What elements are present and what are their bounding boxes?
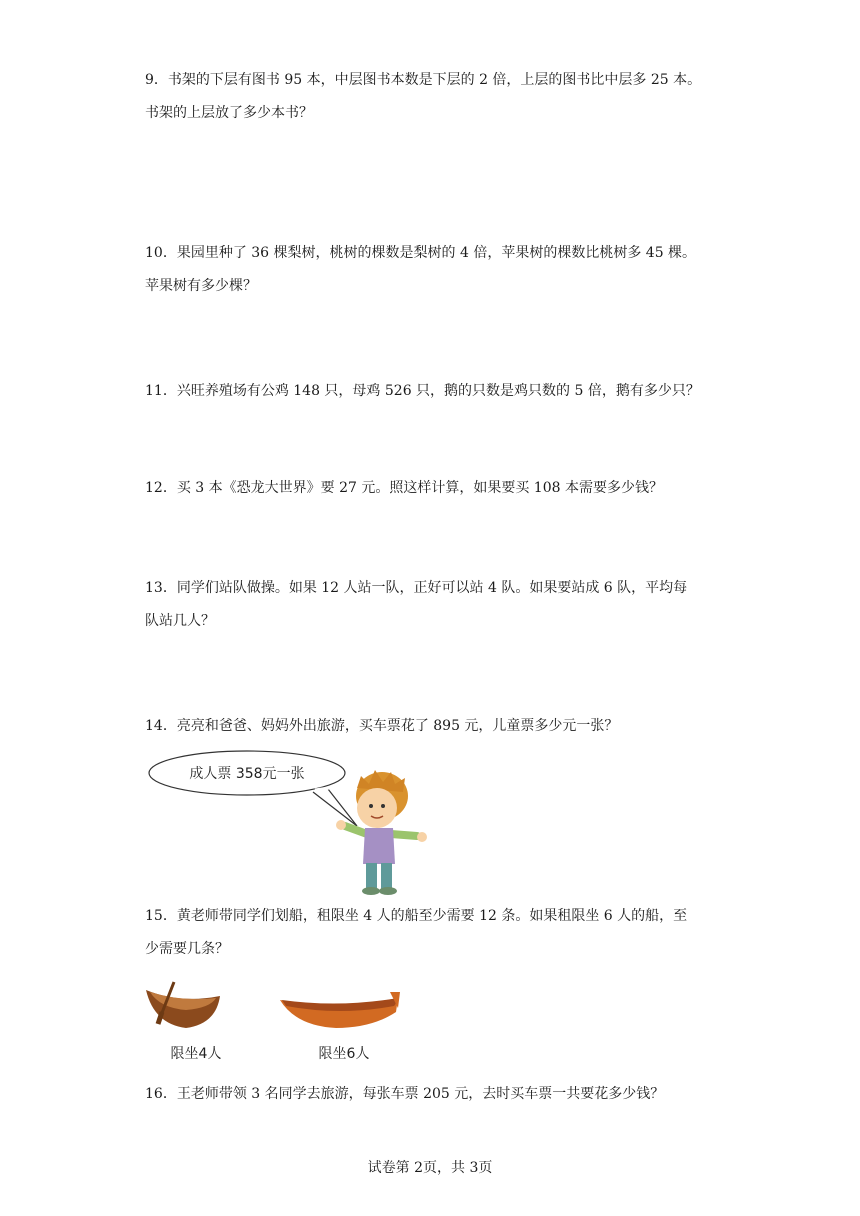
boats-illustration xyxy=(140,978,410,1064)
question-10 xyxy=(145,243,725,296)
boat-label: 限坐6人 xyxy=(318,1046,370,1062)
question-text: 少需要几条？ xyxy=(145,941,229,957)
question-text: 11．兴旺养殖场有公鸡 148 只，母鸡 526 只，鹅的只数是鸡只数的 5 倍，鹅有多少只？ xyxy=(145,383,700,399)
question-text: 13．同学们站队做操。如果 12 人站一队，正好可以站 4 队。如果要站成 6 队，平均每 xyxy=(145,580,688,596)
question-13 xyxy=(145,578,725,631)
speech-text: 成人票 358元一张 xyxy=(189,766,305,782)
question-11 xyxy=(145,381,725,401)
ticket-illustration xyxy=(145,748,435,896)
boy-illustration xyxy=(336,770,427,895)
question-text: 12．买 3 本《恐龙大世界》要 27 元。照这样计算，如果要买 108 本需要多少钱？ xyxy=(145,480,663,496)
question-text: 苹果树有多少棵？ xyxy=(145,278,257,294)
speech-bubble xyxy=(149,751,364,826)
question-text: 队站几人？ xyxy=(145,613,215,629)
boat-6-seats xyxy=(280,992,400,1062)
question-text: 书架的上层放了多少本书？ xyxy=(145,105,313,121)
question-16 xyxy=(145,1084,725,1104)
boat-label: 限坐4人 xyxy=(170,1046,222,1062)
question-text: 14．亮亮和爸爸、妈妈外出旅游，买车票花了 895 元，儿童票多少元一张？ xyxy=(145,718,619,734)
question-text: 15．黄老师带同学们划船，租限坐 4 人的船至少需要 12 条。如果租限坐 6 人的船，至 xyxy=(145,908,688,924)
question-text: 10．果园里种了 36 棵梨树，桃树的棵数是梨树的 4 倍，苹果树的棵数比桃树多 45 棵。 xyxy=(145,245,697,261)
question-14 xyxy=(145,716,725,736)
question-15 xyxy=(145,906,725,959)
page-footer: 试卷第 2页，共 3页 xyxy=(367,1160,493,1176)
question-9 xyxy=(145,70,725,123)
question-text: 9．书架的下层有图书 95 本，中层图书本数是下层的 2 倍，上层的图书比中层多 25 本。 xyxy=(145,72,702,88)
question-text: 16．王老师带领 3 名同学去旅游，每张车票 205 元，去时买车票一共要花多少钱？ xyxy=(145,1086,665,1102)
question-12 xyxy=(145,478,725,498)
canoe-4-seats xyxy=(146,982,221,1062)
